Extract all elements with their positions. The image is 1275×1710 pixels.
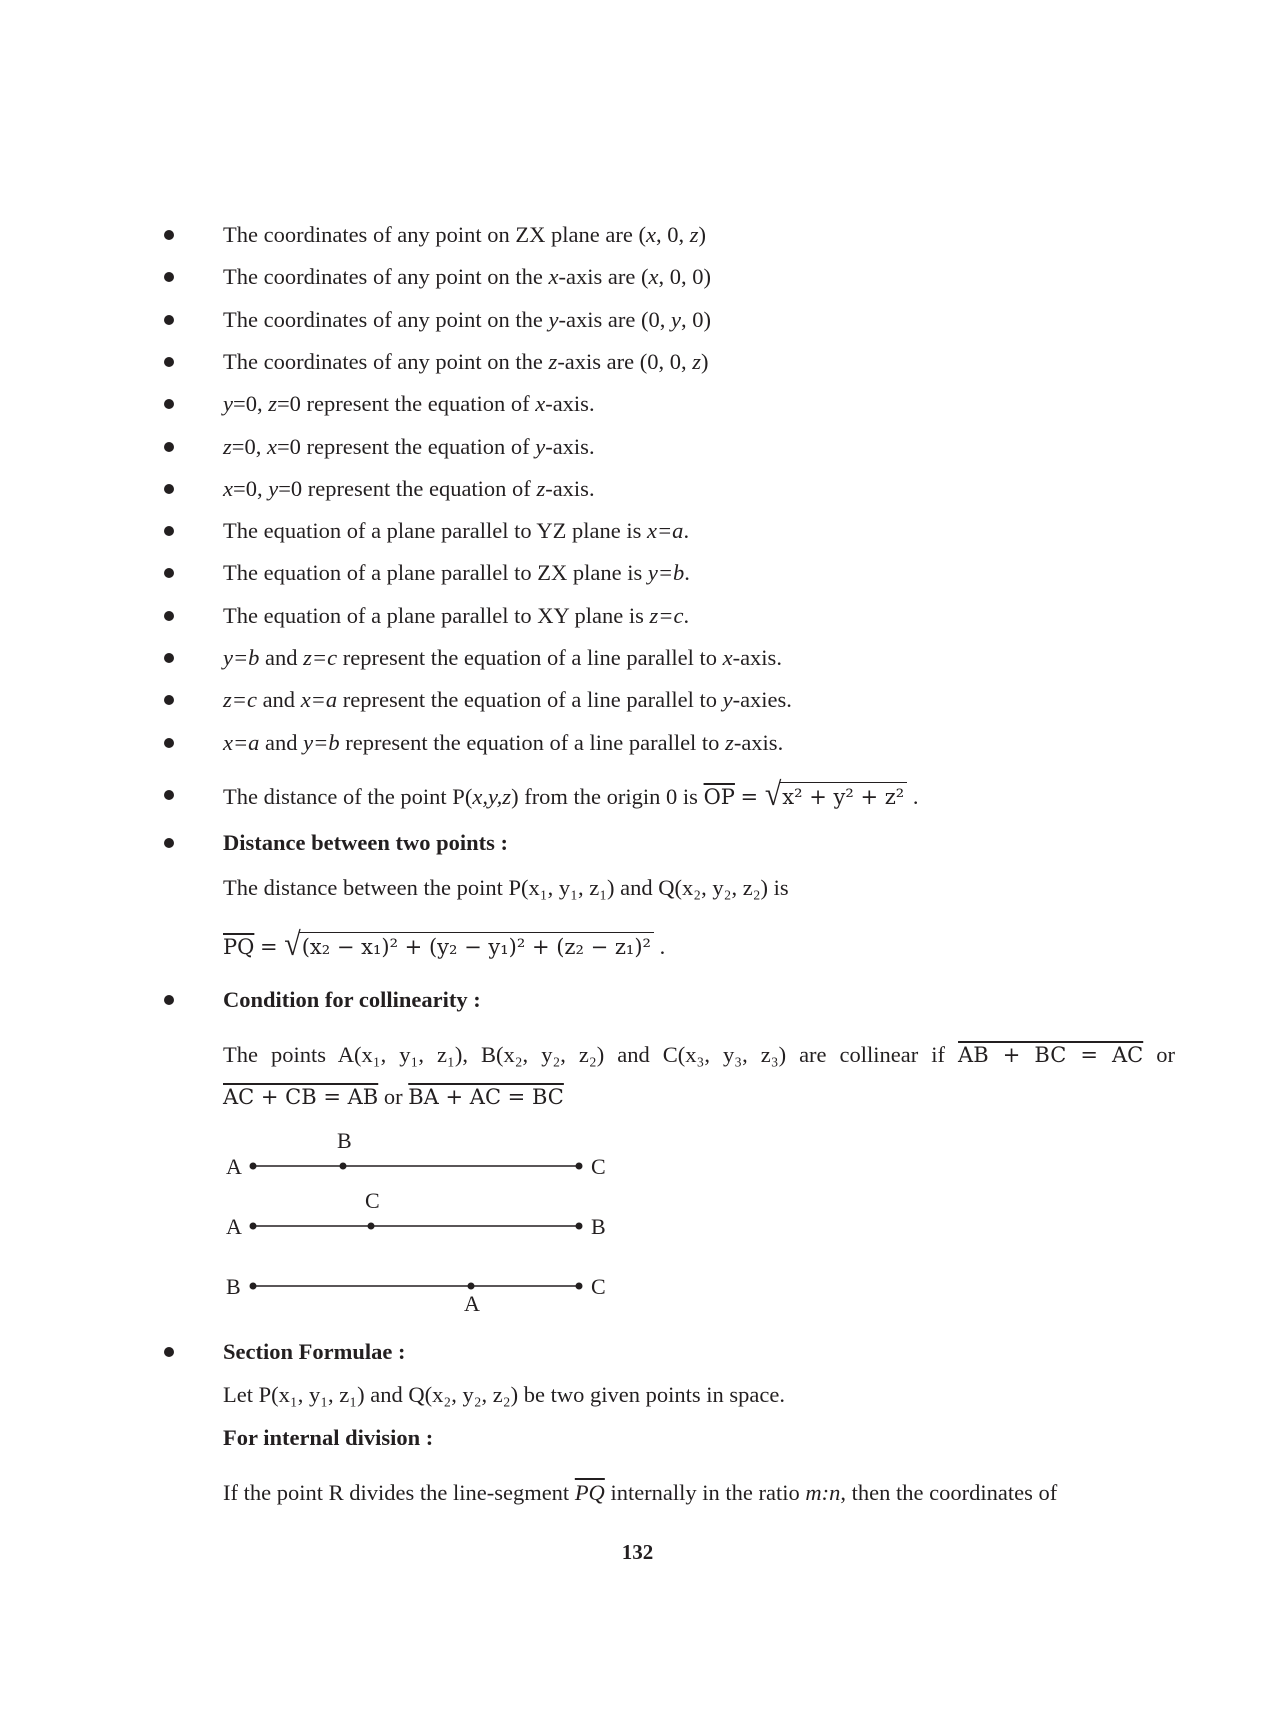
bullet-dot xyxy=(164,272,174,282)
distance-origin-line: The distance of the point P(x,y,z) from the origin 0 is $\overline{OP} = √x^2 + y^2 + z^2$ . xyxy=(223,776,919,813)
bullet-dot xyxy=(164,695,174,705)
point-label: B xyxy=(591,1214,606,1239)
collinear-condition-3: BA + AC = BC xyxy=(408,1085,564,1109)
bullet-dot xyxy=(164,484,174,494)
op-segment: $\overline{OP}$ xyxy=(703,785,735,809)
radical-sign: √ xyxy=(284,926,301,963)
bullet-dot xyxy=(164,838,174,848)
collinear-condition-1: AB + BC = AC xyxy=(958,1043,1144,1067)
collinearity-heading: Condition for collinearity : xyxy=(223,987,481,1012)
bullet-dot xyxy=(164,611,174,621)
pq-segment: $\overline{PQ}$ xyxy=(574,1480,605,1505)
bullet-dot xyxy=(164,399,174,409)
page-number: 132 xyxy=(621,1540,654,1564)
internal-division-line: If the point R divides the line-segment $\overline{PQ}$ internally in the ratio m:n, then the coordinates of xyxy=(223,1480,1058,1505)
fact-item: The coordinates of any point on the y-axis are (0, y, 0) xyxy=(223,306,711,332)
diagram-row-2 xyxy=(250,1223,583,1230)
fact-item: The coordinates of any point on the z-axis are (0, 0, z) xyxy=(223,348,709,374)
point-label: A xyxy=(226,1154,242,1179)
bullet-dot xyxy=(164,442,174,452)
point-label: B xyxy=(226,1274,241,1299)
section-intro: Let P(x₁, y₁, z₁) and Q(x₂, y₂, z₂) be two given points in space. xyxy=(223,1382,785,1407)
two-point-radicand: (x₂ − x₁)² + (y₂ − y₁)² + (z₂ − z₁)² xyxy=(299,932,654,961)
diagram-row-1 xyxy=(250,1163,583,1170)
bullet-dot xyxy=(164,995,174,1005)
bullet-dot xyxy=(164,653,174,663)
point-label: C xyxy=(591,1154,606,1179)
fact-item: z=c and x=a represent the equation of a line parallel to y-axies. xyxy=(223,687,792,713)
point-label: C xyxy=(365,1188,380,1213)
fact-item: x=0, y=0 represent the equation of z-axis. xyxy=(223,475,595,501)
collinearity-line-1 xyxy=(223,1040,1175,1070)
distance-two-intro: The distance between the point P(x₁, y₁, z₁) and Q(x₂, y₂, z₂) is xyxy=(223,875,789,900)
bullet-dot xyxy=(164,230,174,240)
fact-item: y=b and z=c represent the equation of a line parallel to x-axis. xyxy=(223,645,782,670)
ratio: m:n xyxy=(805,1480,841,1505)
collinear-condition-2: AC + CB = AB xyxy=(223,1085,379,1109)
bullet-dot xyxy=(164,1347,174,1357)
distance-origin-text-after: ) from the origin 0 is xyxy=(511,784,704,809)
internal-division-heading: For internal division : xyxy=(223,1425,434,1450)
fact-item: y=0, z=0 represent the equation of x-axis. xyxy=(223,391,595,417)
fact-item: The coordinates of any point on ZX plane are (x, 0, z) xyxy=(223,222,706,247)
fact-item: The equation of a plane parallel to YZ plane is x=a. xyxy=(223,518,690,544)
point-coords: x,y,z xyxy=(472,784,512,809)
point-label: B xyxy=(337,1128,352,1153)
origin-distance-radicand: x² + y² + z² xyxy=(779,782,907,811)
fact-item: The equation of a plane parallel to XY plane is z=c. xyxy=(223,602,690,628)
point-label: C xyxy=(591,1274,606,1299)
bullet-dot xyxy=(164,738,174,748)
distance-origin-text: The distance of the point P( xyxy=(223,784,473,809)
distance-two-formula: $\overline{PQ} = √(x_2 - x_1)^2 + (y_2 - y_1)^2 + (z_2 - z_1)^2$ . xyxy=(223,926,666,963)
point-label: A xyxy=(226,1214,242,1239)
fact-item: z=0, x=0 represent the equation of y-axis. xyxy=(223,433,595,459)
collinearity-text: The points A(x₁, y₁, z₁), B(x₂, y₂, z₂) and C(x₃, y₃, z₃) are collinear if xyxy=(223,1042,946,1067)
bullet-dot xyxy=(164,315,174,325)
equals-sign: = xyxy=(259,935,285,959)
or-text: or xyxy=(1156,1042,1175,1067)
bullet-dot xyxy=(164,568,174,578)
bullet-dot xyxy=(164,357,174,367)
bullet-dot xyxy=(164,790,174,800)
point-label: A xyxy=(464,1291,480,1316)
equals-sign: = xyxy=(740,785,765,809)
bullet-dot xyxy=(164,526,174,536)
collinearity-line-2 xyxy=(223,1082,1175,1112)
distance-two-heading: Distance between two points : xyxy=(223,830,508,855)
pq-segment: $\overline{PQ}$ xyxy=(223,935,255,959)
or-text: or xyxy=(383,1084,403,1109)
fact-item: The equation of a plane parallel to ZX plane is y=b. xyxy=(223,560,690,586)
diagram-row-3 xyxy=(250,1283,583,1290)
section-heading: Section Formulae : xyxy=(223,1339,406,1364)
fact-item: x=a and y=b represent the equation of a line parallel to z-axis. xyxy=(223,729,784,755)
fact-item: The coordinates of any point on the x-axis are (x, 0, 0) xyxy=(223,264,711,290)
radical-sign: √ xyxy=(764,776,782,813)
